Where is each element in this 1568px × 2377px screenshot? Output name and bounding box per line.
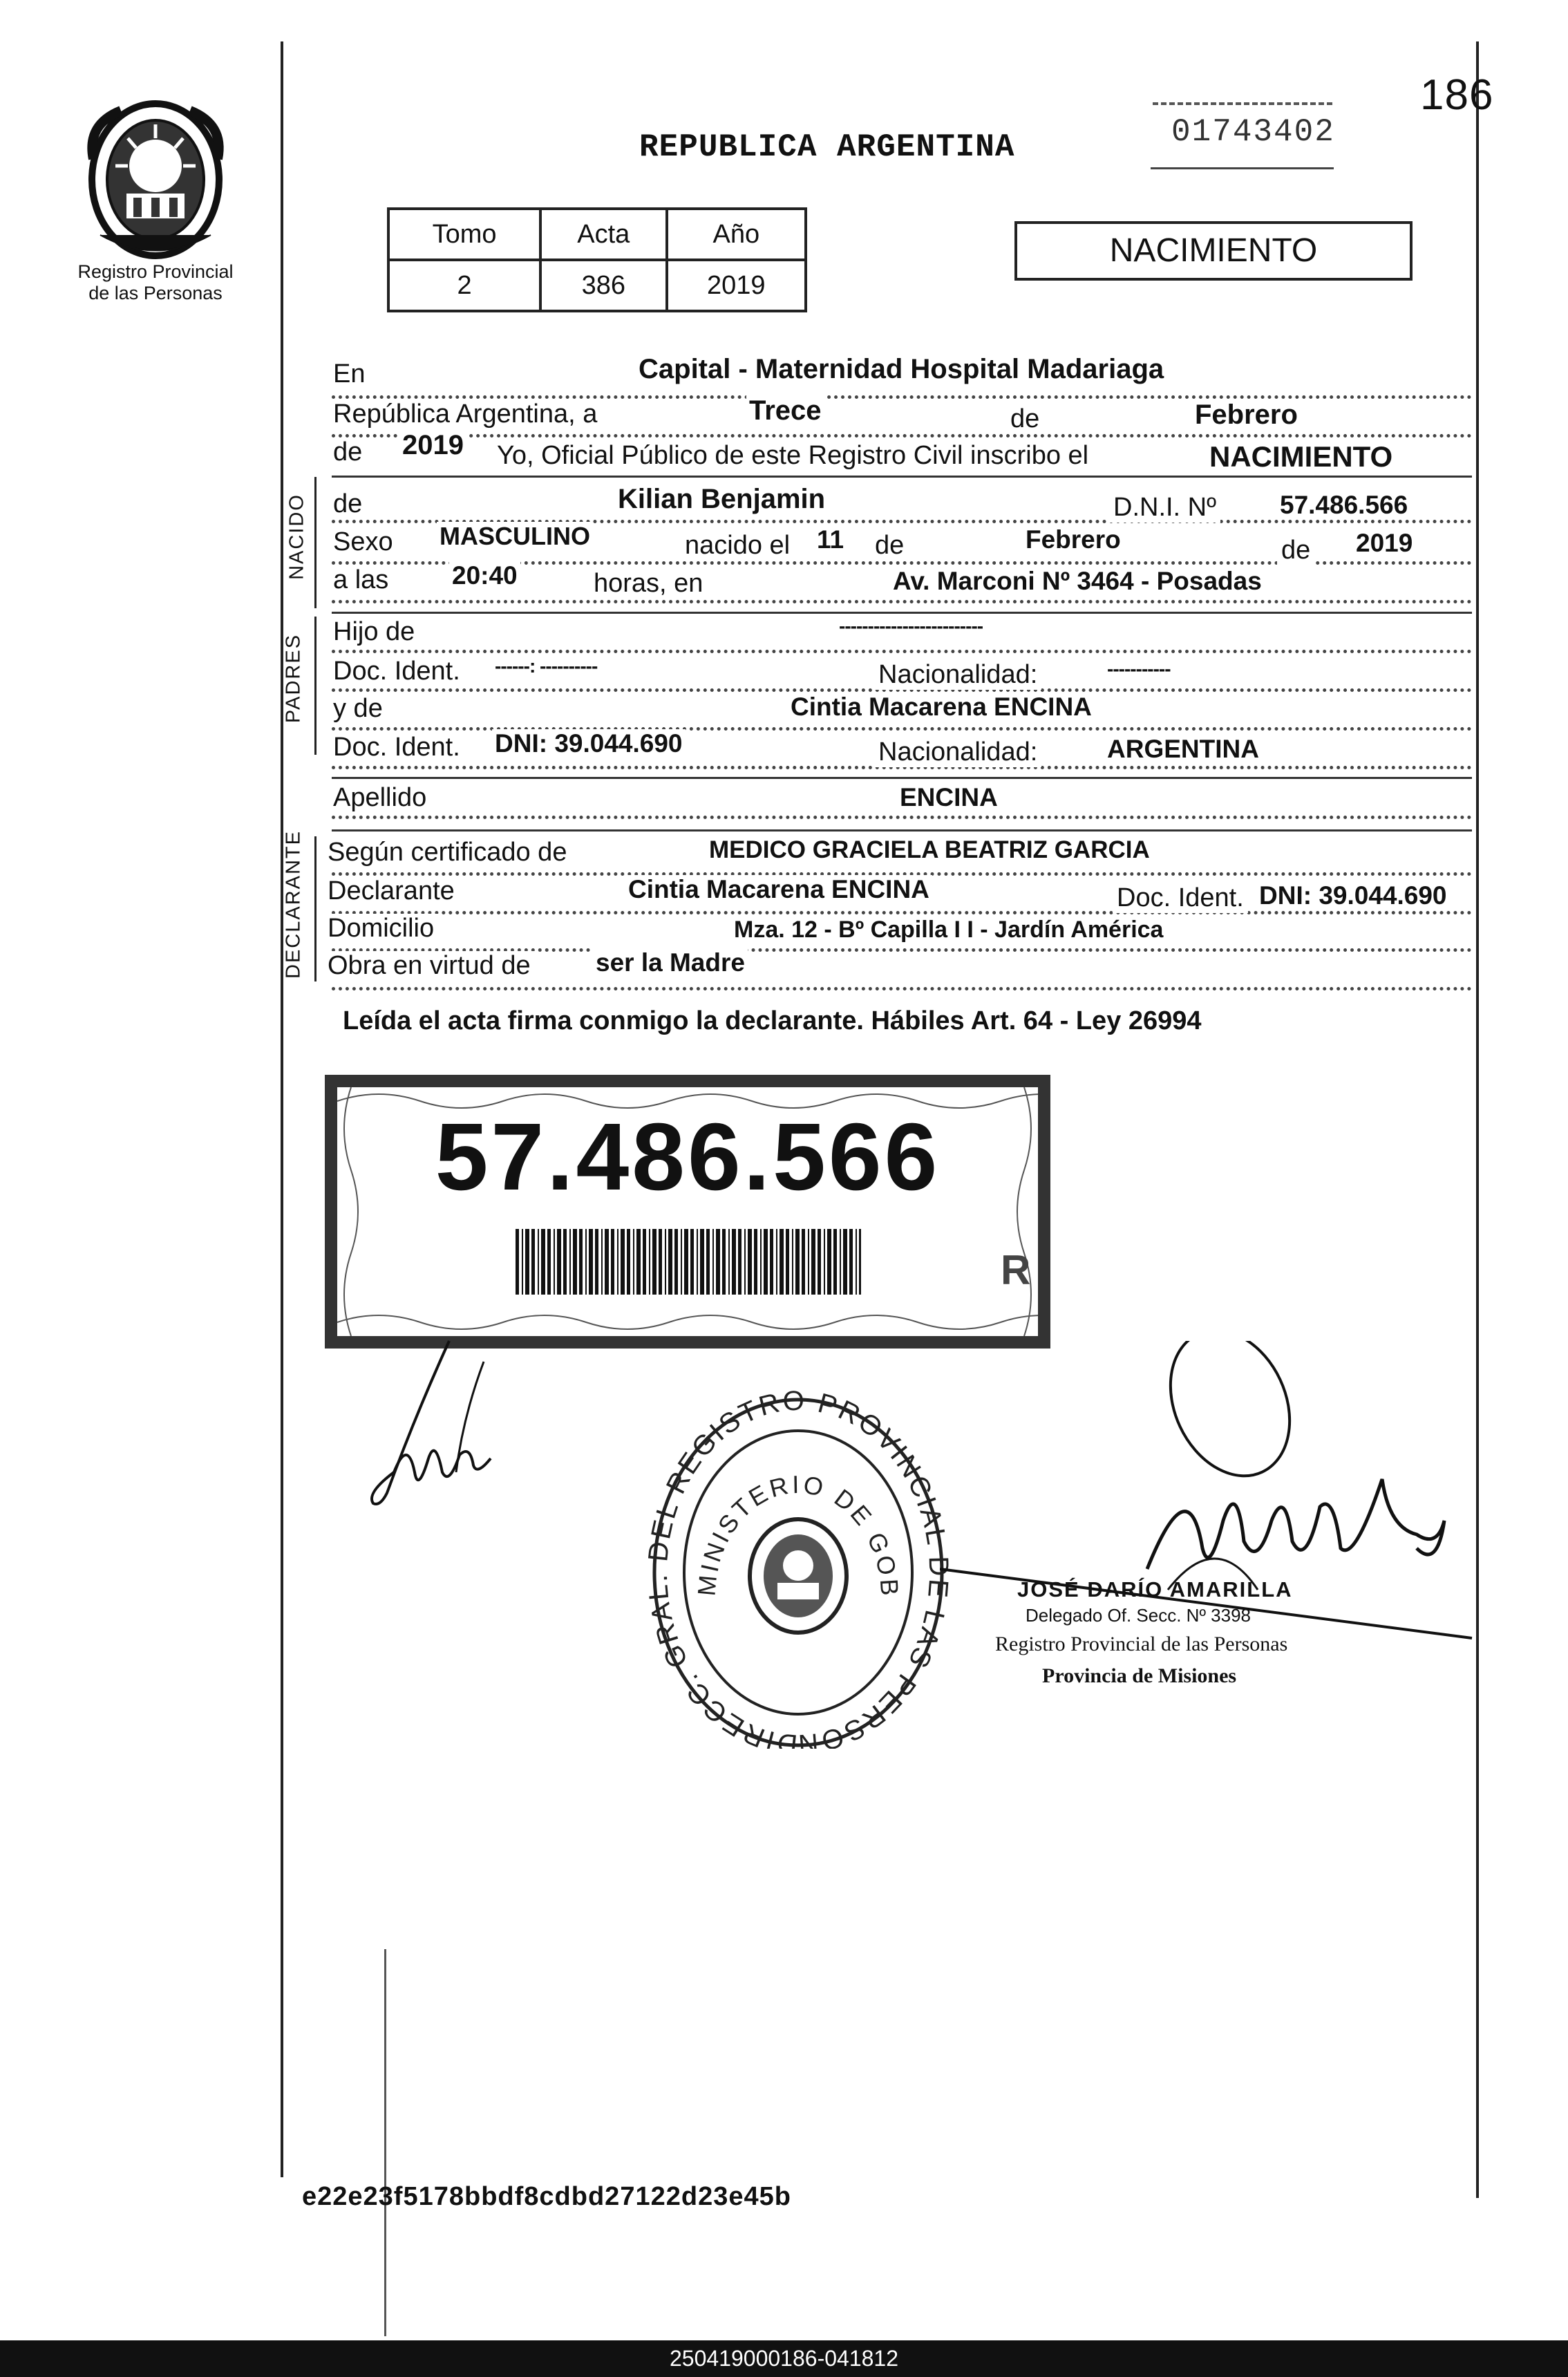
registration-type: NACIMIENTO [1207,440,1395,473]
doc-ident-label: Doc. Ident. [1113,883,1248,913]
right-margin-line [1476,41,1479,2198]
tomo-value: 2 [388,260,540,311]
nacido-de-label: de [333,489,366,519]
nacido-el-label: nacido el [681,531,794,561]
barcode-icon [516,1229,861,1295]
fold-line [384,1949,386,2336]
serial-underline [1151,167,1334,169]
doc-ident-label: Doc. Ident. [333,657,464,686]
child-sex: MASCULINO [437,522,593,551]
nacido-bracket [314,477,317,608]
handwritten-signature-icon [346,1334,539,1528]
official-name: JOSÉ DARÍO AMARILLA [1017,1577,1293,1601]
record-table-header: Acta [540,209,667,260]
dni-sticker-number: 57.486.566 [435,1104,941,1210]
section-divider [332,829,1472,832]
en-label: En [333,359,369,389]
certificado-label: Según certificado de [328,838,571,867]
dotted-line [332,434,1472,438]
oficial-text: Yo, Oficial Público de este Registro Civil inscribo el [494,441,1093,471]
logo-caption [52,261,259,304]
registration-day: Trece [746,395,824,426]
mother-name: Cintia Macarena ENCINA [788,693,1095,722]
dni-label: D.N.I. Nº [1109,493,1220,523]
section-divider [332,777,1472,779]
official-title-1: Delegado Of. Secc. Nº 3398 [1026,1605,1251,1626]
mother-doc: DNI: 39.044.690 [492,729,686,758]
certifying-doctor: MEDICO GRACIELA BEATRIZ GARCIA [706,836,1153,864]
signature-officer-left [346,1334,539,1528]
father-name: ------------------------- [836,615,985,637]
de-label: de [1277,536,1314,565]
registration-year: 2019 [399,430,466,461]
record-table-header-row [388,209,806,260]
anio-value: 2019 [667,260,806,311]
child-name: Kilian Benjamin [615,484,828,515]
obra-label: Obra en virtud de [328,951,535,981]
section-label-nacido: NACIDO [285,494,308,580]
birth-place: Av. Marconi Nº 3464 - Posadas [890,567,1265,596]
declarante-label: Declarante [328,876,459,906]
declarante-bracket [314,836,317,981]
closing-note: Leída el acta firma conmigo la declarante. Hábiles Art. 64 - Ley 26994 [343,1006,1202,1035]
dotted-line [332,650,1472,653]
record-table [387,207,807,312]
de-label: de [333,438,366,467]
a-las-label: a las [333,565,393,595]
dotted-line [332,600,1472,603]
seal-emblem-icon [73,97,238,263]
stamp-outer-text: DIRECC. GRA EL REGISTRO PROVINCIAL LAS PERSON [646,1389,950,1749]
footer-code-bar [0,2340,1568,2377]
official-title-3: Provincia de Misiones [1042,1664,1237,1687]
doc-ident-label: Doc. Ident. [333,733,464,762]
dotted-line [332,987,1472,990]
logo-caption-line2: de las Personas [88,283,223,303]
dotted-line [332,395,1472,399]
acta-value: 386 [540,260,667,311]
official-stamp [646,1389,950,1749]
y-de-label: y de [333,694,387,724]
father-doc: ------: ---------- [492,655,600,677]
surname-value: ENCINA [897,783,1001,812]
document-hash: e22e23f5178bbdf8cdbd27122d23e45b [302,2182,791,2211]
padres-bracket [314,617,317,755]
birth-year: 2019 [1353,529,1415,558]
serial-dashes [1153,102,1332,105]
declarant-name: Cintia Macarena ENCINA [625,875,932,904]
stamp-inner-text: MINISTERIO DE GOB [692,1469,905,1599]
underline [332,476,1472,478]
declarant-address: Mza. 12 - Bº Capilla I I - Jardín América [731,917,1166,943]
hijo-de-label: Hijo de [333,617,419,647]
sexo-label: Sexo [333,527,397,557]
de-label: de [871,531,908,561]
dni-sticker [325,1075,1050,1349]
birth-time: 20:40 [449,561,520,590]
logo-caption-line1: Registro Provincial [77,261,234,282]
republica-label: República Argentina, a [333,400,601,429]
left-margin-line [281,41,283,2177]
section-divider [332,612,1472,614]
document-type-box: NACIMIENTO [1014,221,1413,281]
de-label: de [1008,404,1043,434]
serial-number: 01743402 [1171,114,1335,150]
sticker-edge-letter: R [1001,1247,1031,1293]
birth-day: 11 [814,525,847,554]
stamp-seal-icon [646,1389,950,1749]
province-seal-logo [73,97,238,263]
dotted-line [332,816,1472,819]
child-dni: 57.486.566 [1277,491,1410,520]
registration-month: Febrero [1192,400,1301,431]
nacionalidad-label: Nacionalidad: [874,737,1041,767]
section-label-declarante: DECLARANTE [282,830,305,979]
nacionalidad-label: Nacionalidad: [874,660,1041,690]
apellido-label: Apellido [333,783,431,813]
official-title-2: Registro Provincial de las Personas [995,1633,1288,1655]
birth-month: Febrero [1023,525,1124,554]
record-table-header: Tomo [388,209,540,260]
page-number: 186 [1420,71,1494,119]
record-table-value-row [388,260,806,311]
country-title: REPUBLICA ARGENTINA [639,129,1015,165]
section-label-padres: PADRES [282,633,305,724]
mother-nationality: ARGENTINA [1104,735,1262,764]
horas-label: horas, en [589,569,707,599]
domicilio-label: Domicilio [328,914,438,943]
dotted-line [332,911,1472,914]
declarant-relation: ser la Madre [593,948,748,977]
record-table-header: Año [667,209,806,260]
footer-code: 250419000186-041812 [670,2346,898,2371]
place-of-registration: Capital - Maternidad Hospital Madariaga [636,354,1166,385]
declarant-doc: DNI: 39.044.690 [1256,881,1450,910]
father-nationality: ----------- [1104,658,1173,680]
